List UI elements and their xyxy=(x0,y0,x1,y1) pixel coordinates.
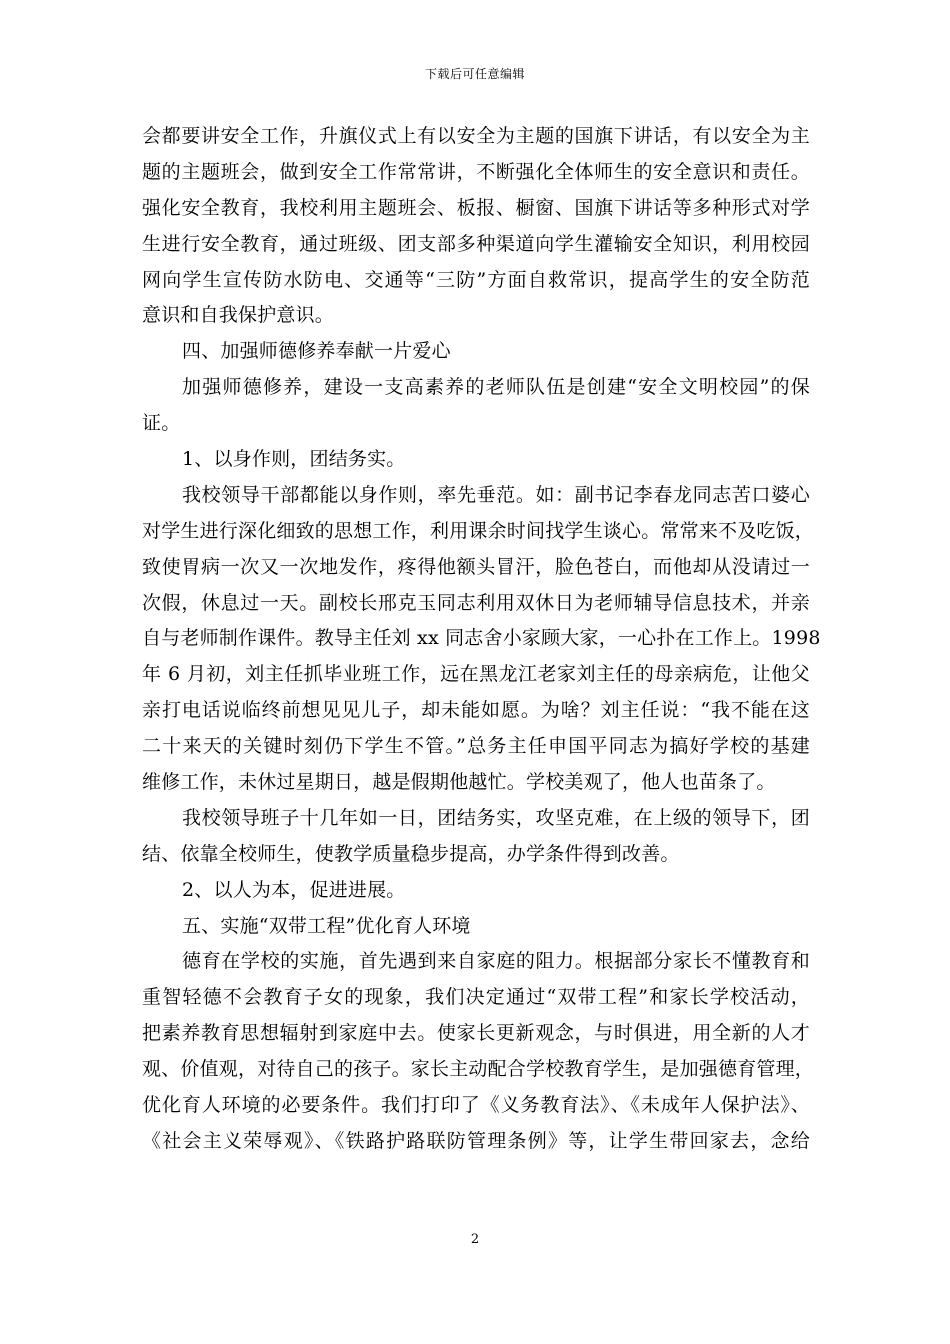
text-line: 《社会主义荣辱观》、《铁路护路联防管理条例》等，让学生带回家去，念给 xyxy=(142,1129,810,1152)
text-line: 会都要讲安全工作，升旗仪式上有以安全为主题的国旗下讲话，有以安全为主 xyxy=(142,125,810,147)
section-heading: 四、加强师德修养奉献一片爱心 xyxy=(182,340,451,363)
text-line: 证。 xyxy=(142,412,181,435)
text-line: 重智轻德不会教育子女的现象，我们决定通过“双带工程”和家长学校活动， xyxy=(142,986,810,1009)
text-line: 二十来天的关键时刻仍下学生不管。”总务主任申国平同志为搞好学校的基建 xyxy=(142,735,810,758)
document-body xyxy=(142,119,821,1160)
page-header: 下载后可任意编辑 xyxy=(424,67,525,81)
text-line: 强化安全教育，我校利用主题班会、板报、橱窗、国旗下讲话等多种形式对学 xyxy=(142,196,810,219)
text-line: 把素养教育思想辐射到家庭中去。使家长更新观念，与时俱进，用全新的人才 xyxy=(142,1022,810,1045)
text-line: 观、价值观，对待自己的孩子。家长主动配合学校教育学生，是加强德育管理， xyxy=(142,1058,815,1081)
text-line: 优化育人环境的必要条件。我们打印了《义务教育法》、《未成年人保护法》、 xyxy=(142,1094,810,1117)
text-line: 次假，休息过一天。副校长邢克玉同志利用双休日为老师辅导信息技术，并亲 xyxy=(142,591,810,614)
text-line: 我校领导班子十几年如一日，团结务实，攻坚克难，在上级的领导下，团 xyxy=(182,806,810,829)
subsection-heading: 1、以身作则，团结务实。 xyxy=(182,448,406,471)
text-line: 结、依靠全校师生，使教学质量稳步提高，办学条件得到改善。 xyxy=(142,842,680,865)
text-line: 对学生进行深化细致的思想工作，利用课余时间找学生谈心。常常来不及吃饭， xyxy=(142,519,815,542)
text-line: 维修工作，未休过星期日，越是假期他越忙。学校美观了，他人也苗条了。 xyxy=(142,771,776,794)
section-heading: 五、实施“双带工程”优化育人环境 xyxy=(182,914,471,937)
text-line: 德育在学校的实施，首先遇到来自家庭的阻力。根据部分家长不懂教育和 xyxy=(182,950,810,973)
text-line: 生进行安全教育，通过班级、团支部多种渠道向学生灌输安全知识，利用校园 xyxy=(142,232,810,255)
text-line: 自与老师制作课件。教导主任刘 xx 同志舍小家顾大家，一心扑在工作上。1998 xyxy=(142,627,821,650)
text-line: 意识和自我保护意识。 xyxy=(142,304,335,327)
text-line: 网向学生宣传防水防电、交通等“三防”方面自救常识，提高学生的安全防范 xyxy=(142,268,810,291)
text-line: 致使胃病一次又一次地发作，疼得他额头冒汗，脸色苍白，而他却从没请过一 xyxy=(142,555,810,578)
text-line: 题的主题班会，做到安全工作常常讲，不断强化全体师生的安全意识和责任。 xyxy=(142,160,810,183)
subsection-heading: 2、以人为本，促进进展。 xyxy=(182,878,406,901)
text-line: 加强师德修养，建设一支高素养的老师队伍是创建“安全文明校园”的保 xyxy=(182,376,810,399)
text-line: 亲打电话说临终前想见见儿子，却未能如愿。为啥？刘主任说：“我不能在这 xyxy=(142,699,810,722)
text-line: 我校领导干部都能以身作则，率先垂范。如：副书记李春龙同志苦口婆心 xyxy=(182,483,810,506)
text-line: 年 6 月初，刘主任抓毕业班工作，远在黑龙江老家刘主任的母亲病危，让他父 xyxy=(142,663,810,686)
page-number: 2 xyxy=(470,1232,480,1247)
